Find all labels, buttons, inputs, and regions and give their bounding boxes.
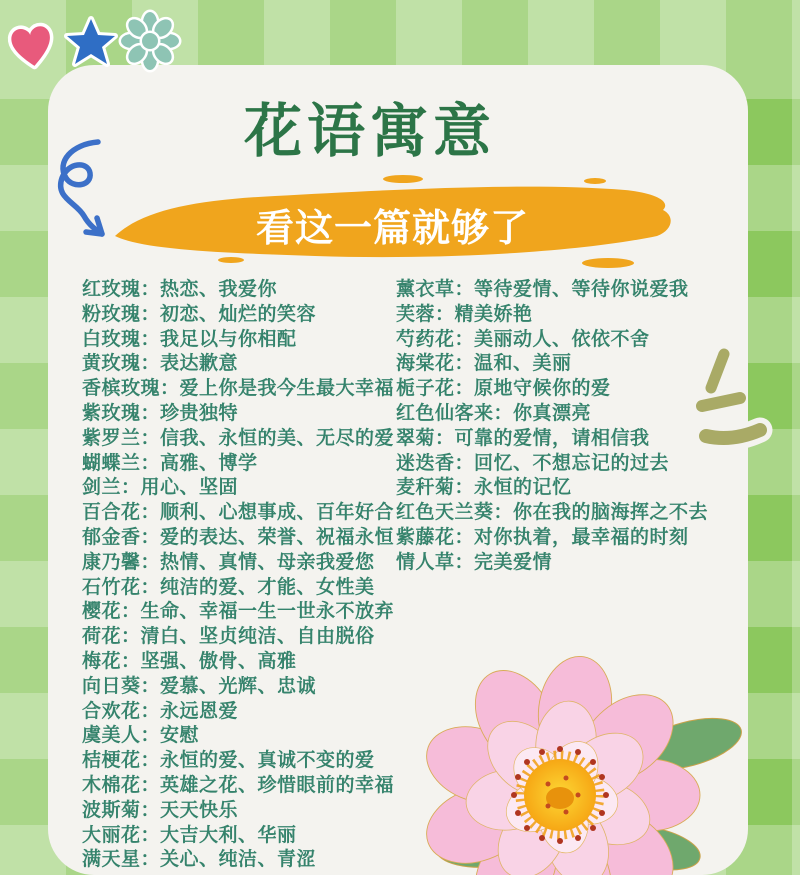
heart-icon	[6, 18, 58, 74]
list-item: 栀子花：原地守候你的爱	[396, 377, 611, 400]
list-item: 樱花：生命、幸福一生一世永不放弃	[82, 600, 395, 623]
list-item: 情人草：完美爱情	[396, 550, 553, 573]
emphasis-dashes-icon	[690, 346, 772, 456]
list-item: 薰衣草：等待爱情、等待你说爱我	[396, 278, 689, 300]
star-icon	[62, 13, 120, 71]
list-item: 梅花：坚强、傲骨、高雅	[82, 649, 297, 672]
list-item: 满天星：关心、纯洁、青涩	[82, 848, 317, 871]
list-item: 红色仙客来：你真漂亮	[396, 401, 592, 424]
list-item: 芙蓉：精美娇艳	[396, 302, 533, 325]
list-item: 合欢花：永远恩爱	[82, 699, 239, 722]
flower-sticker-icon	[120, 10, 180, 72]
list-item: 石竹花：纯洁的爱、才能、女性美	[82, 575, 375, 598]
list-item: 郁金香：爱的表达、荣誉、祝福永恒	[82, 525, 395, 548]
page-title: 花语寓意	[243, 97, 496, 165]
list-item: 康乃馨：热情、真情、母亲我爱您	[82, 550, 375, 573]
list-item: 芍药花：美丽动人、依依不舍	[396, 327, 650, 350]
list-item: 桔梗花：永恒的爱、真诚不变的爱	[82, 749, 375, 772]
peony-flower-illustration	[418, 652, 758, 855]
list-item: 木棉花：英雄之花、珍惜眼前的幸福	[82, 773, 395, 796]
list-item: 海棠花：温和、美丽	[396, 352, 572, 375]
list-item: 粉玫瑰：初恋、灿烂的笑容	[82, 302, 317, 325]
list-item: 香槟玫瑰：爱上你是我今生最大幸福	[82, 377, 395, 400]
list-item: 蝴蝶兰：高雅、博学	[82, 451, 258, 474]
list-item: 紫罗兰：信我、永恒的美、无尽的爱	[82, 426, 395, 449]
list-item: 白玫瑰：我足以与你相配	[82, 327, 297, 350]
list-item: 虞美人：安慰	[82, 724, 200, 747]
list-item: 波斯菊：天天快乐	[82, 798, 239, 821]
list-item: 百合花：顺利、心想事成、百年好合	[82, 501, 395, 524]
list-item: 麦秆菊：永恒的记忆	[396, 476, 572, 499]
flower-meaning-list-left	[82, 277, 394, 872]
list-item: 黄玫瑰：表达歉意	[82, 352, 239, 375]
list-item: 剑兰：用心、坚固	[82, 476, 239, 499]
list-item: 紫玫瑰：珍贵独特	[82, 401, 239, 424]
list-item: 红玫瑰：热恋、我爱你	[82, 278, 278, 300]
flower-meaning-list-right	[396, 277, 708, 575]
list-item: 迷迭香：回忆、不想忘记的过去	[396, 451, 670, 474]
sticker-row	[6, 8, 186, 72]
list-item: 荷花：清白、坚贞纯洁、自由脱俗	[82, 625, 375, 648]
banner-label: 看这一篇就够了	[255, 206, 529, 250]
list-item: 红色天兰葵：你在我的脑海挥之不去	[396, 501, 709, 524]
list-item: 向日葵：爱慕、光辉、忠诚	[82, 674, 317, 697]
list-item: 翠菊：可靠的爱情，请相信我	[396, 426, 650, 449]
list-item: 紫藤花：对你执着，最幸福的时刻	[396, 525, 689, 548]
list-item: 大丽花：大吉大利、华丽	[82, 823, 297, 846]
